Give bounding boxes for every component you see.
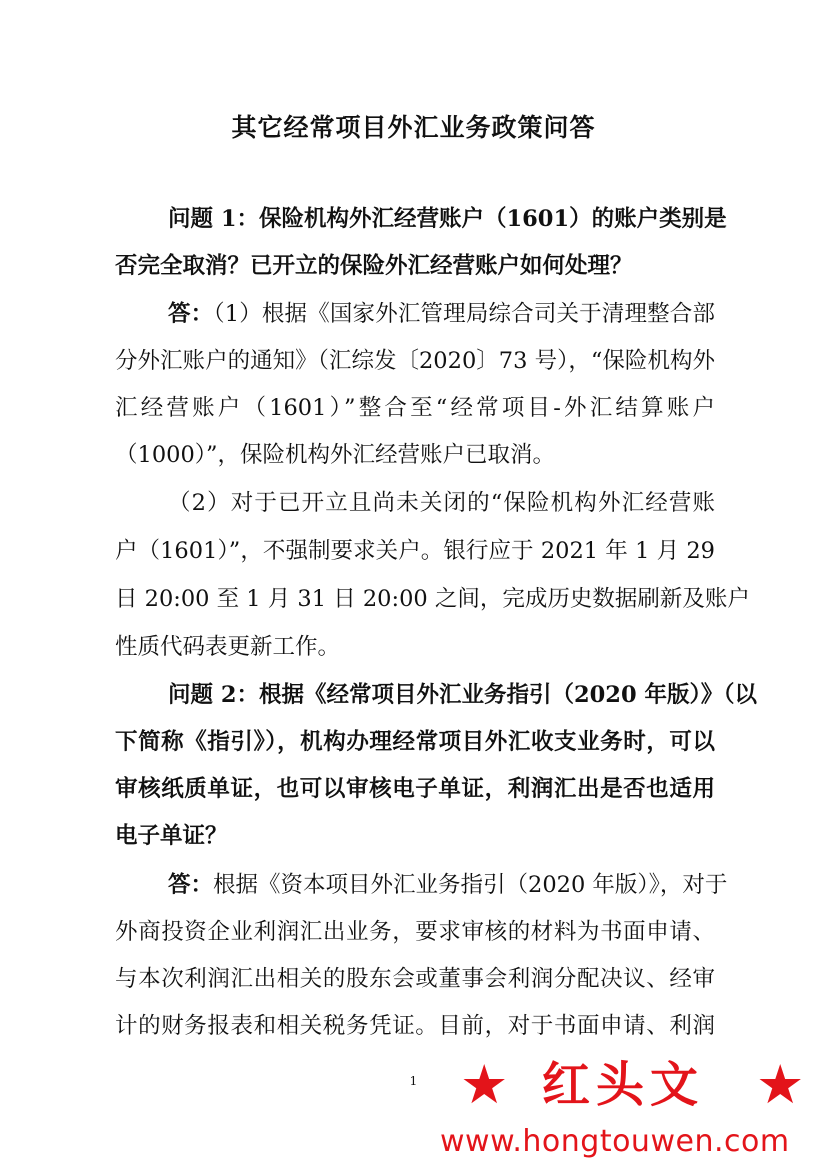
document-title: 其它经常项目外汇业务政策问答 — [231, 113, 596, 142]
answer-1b-line-2: 户（1601）”，不强制要求关户。银行应于 2021 年 1 月 29 — [115, 538, 715, 564]
answer-1b-line-3: 日 20:00 至 1 月 31 日 20:00 之间，完成历史数据刷新及账户 — [115, 586, 750, 612]
page-number: 1 — [409, 1074, 418, 1088]
answer-2-line-2: 外商投资企业利润汇出业务，要求审核的材料为书面申请、 — [115, 919, 715, 945]
question-1-line-2: 否完全取消？已开立的保险外汇经营账户如何处理？ — [115, 253, 633, 279]
answer-1-text: （1）根据《国家外汇管理局综合司关于清理整合部 — [213, 301, 715, 327]
answer-1b-line-4: 性质代码表更新工作。 — [115, 634, 341, 660]
answer-2-text: 根据《资本项目外汇业务指引（2020 年版）》，对于 — [213, 872, 728, 898]
question-2-line-3: 审核纸质单证，也可以审核电子单证，利润汇出是否也适用 — [115, 776, 715, 802]
answer-label: 答： — [168, 872, 214, 898]
question-2-line-1: 问题 2：根据《经常项目外汇业务指引（2020 年版）》（以 — [168, 682, 757, 708]
answer-1-line-2: 分外汇账户的通知》（汇综发〔2020〕73 号），“保险机构外 — [115, 348, 715, 374]
answer-2-line-1 — [168, 872, 728, 898]
star-icon: ★ — [460, 1053, 509, 1116]
question-2-line-2: 下简称《指引》），机构办理经常项目外汇收支业务时，可以 — [115, 729, 715, 755]
question-2-line-4: 电子单证？ — [115, 823, 228, 849]
answer-1-line-1 — [168, 303, 715, 326]
watermark-text: 红头文 — [542, 1057, 705, 1113]
answer-2-line-3: 与本次利润汇出相关的股东会或董事会利润分配决议、经审 — [115, 966, 715, 992]
answer-1-line-3: 汇经营账户（1601）”整合至“经常项目-外汇结算账户 — [115, 395, 715, 421]
answer-label: 答： — [168, 301, 214, 327]
star-icon: ★ — [756, 1053, 805, 1116]
watermark-url: www.hongtouwen.com — [440, 1124, 790, 1159]
answer-2-line-4: 计的财务报表和相关税务凭证。目前，对于书面申请、利润 — [115, 1013, 715, 1039]
watermark-band — [460, 1053, 820, 1116]
answer-1b-line-1: （2）对于已开立且尚未关闭的“保险机构外汇经营账 — [168, 490, 715, 516]
answer-1-line-4: （1000）”，保险机构外汇经营账户已取消。 — [115, 442, 556, 468]
question-1-line-1: 问题 1：保险机构外汇经营账户（1601）的账户类别是 — [168, 206, 727, 232]
